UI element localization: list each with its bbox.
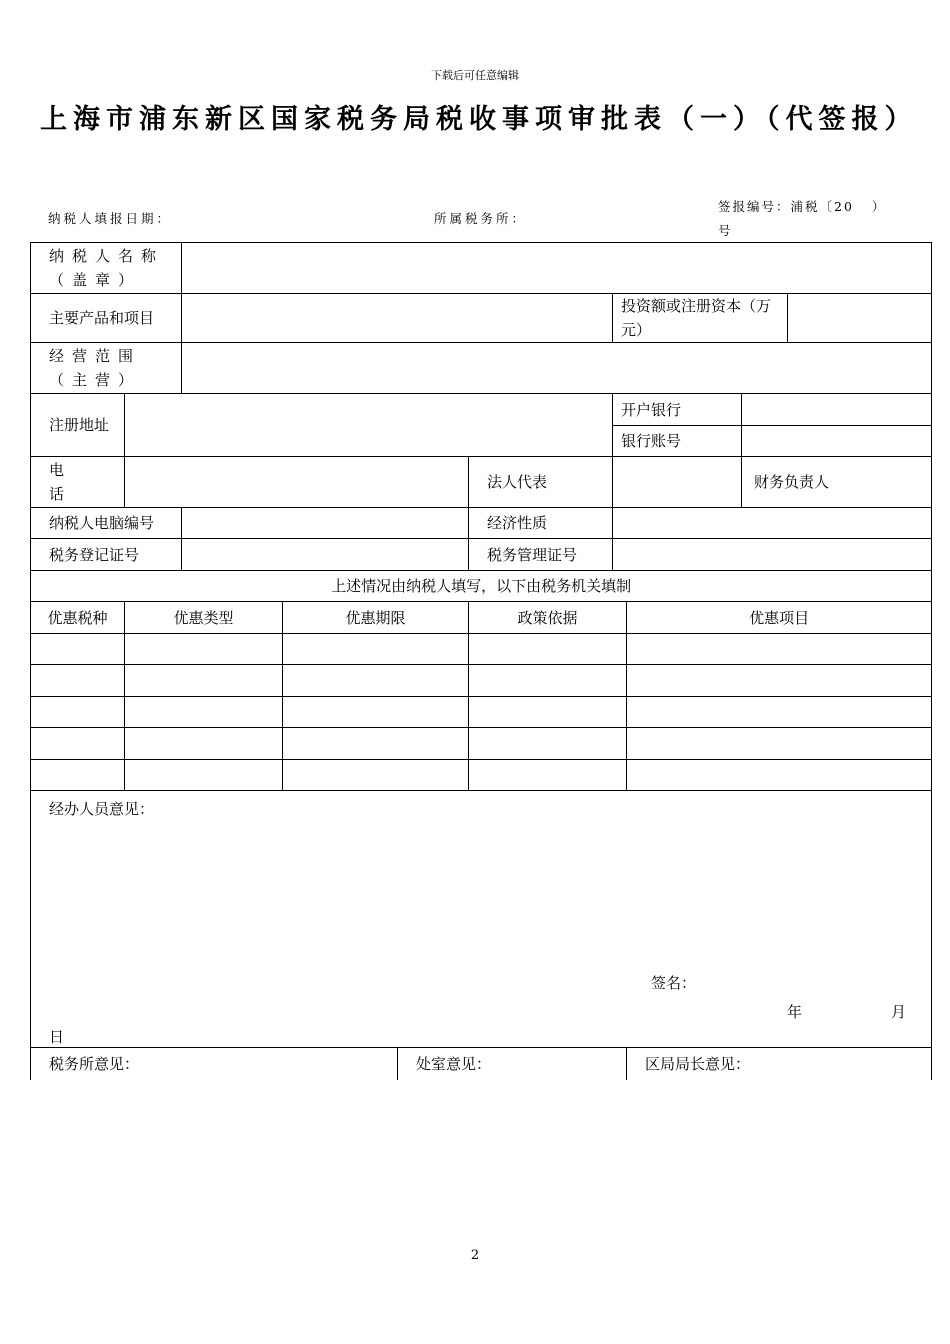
year-label: 年 — [787, 1003, 803, 1021]
row-taxpayer-name — [31, 243, 932, 294]
table-row — [31, 760, 932, 791]
header-pref-item: 优惠项目 — [627, 602, 932, 634]
table-cell[interactable] — [627, 728, 932, 760]
input-computer-no[interactable] — [182, 508, 469, 539]
table-cell[interactable] — [627, 760, 932, 791]
director-opinion[interactable]: 区局局长意见： — [627, 1048, 932, 1080]
tax-office-opinion[interactable]: 税务所意见： — [31, 1048, 398, 1080]
input-account[interactable] — [742, 426, 932, 457]
tax-office-label: 所属税务所： — [434, 211, 528, 226]
table-cell[interactable] — [469, 634, 627, 665]
table-cell[interactable] — [31, 634, 125, 665]
divider-note: 上述情况由纳税人填写，以下由税务机关填制 — [31, 571, 932, 602]
row-handler-opinion — [31, 791, 932, 1048]
input-legal-rep[interactable] — [613, 457, 742, 508]
input-main-products[interactable] — [182, 294, 613, 343]
header-pref-type: 优惠类型 — [125, 602, 283, 634]
fill-date-label: 纳税人填报日期： — [48, 211, 173, 226]
label-phone — [31, 457, 125, 508]
table-cell[interactable] — [31, 728, 125, 760]
input-taxpayer-name[interactable] — [182, 243, 932, 294]
row-divider — [31, 571, 932, 602]
month-label: 月 — [891, 1003, 907, 1021]
approval-form — [30, 242, 932, 1080]
signature-label: 签名： — [651, 974, 697, 992]
table-cell[interactable] — [627, 634, 932, 665]
row-opinions — [31, 1048, 932, 1080]
sign-number-end: 号 — [718, 223, 733, 238]
table-row — [31, 665, 932, 697]
row-address-bank — [31, 394, 932, 426]
input-bank[interactable] — [742, 394, 932, 426]
row-phone — [31, 457, 932, 508]
page-number: 2 — [470, 1248, 480, 1263]
header-policy-basis: 政策依据 — [469, 602, 627, 634]
label-business-scope: 经营范围（主营） — [31, 343, 182, 394]
sign-number — [718, 195, 918, 243]
label-phone-2: 话 — [49, 485, 65, 503]
row-business-scope — [31, 343, 932, 394]
page-title: 上海市浦东新区国家税务局税收事项审批表（一）（代签报） — [40, 104, 918, 135]
table-cell[interactable] — [469, 665, 627, 697]
table-cell[interactable] — [31, 697, 125, 728]
table-cell[interactable] — [31, 665, 125, 697]
header-pref-period: 优惠期限 — [283, 602, 469, 634]
row-tax-reg — [31, 539, 932, 571]
day-label: 日 — [49, 1028, 65, 1046]
label-tax-reg-no: 税务登记证号 — [31, 539, 182, 571]
table-cell[interactable] — [469, 728, 627, 760]
input-reg-address[interactable] — [125, 394, 613, 457]
label-finance-head: 财务负责人 — [742, 457, 932, 508]
input-economic-nature[interactable] — [613, 508, 932, 539]
table-cell[interactable] — [125, 634, 283, 665]
header-note: 下载后可任意编辑 — [431, 69, 519, 82]
label-account: 银行账号 — [613, 426, 742, 457]
table-cell[interactable] — [283, 728, 469, 760]
table-row — [31, 728, 932, 760]
table-cell[interactable] — [283, 634, 469, 665]
sign-number-suffix: ） — [871, 199, 887, 214]
label-investment: 投资额或注册资本（万元） — [613, 294, 788, 343]
header-tax-type: 优惠税种 — [31, 602, 125, 634]
row-computer-no — [31, 508, 932, 539]
table-cell[interactable] — [125, 760, 283, 791]
table-row — [31, 697, 932, 728]
table-row — [31, 634, 932, 665]
label-reg-address: 注册地址 — [31, 394, 125, 457]
table-cell[interactable] — [627, 665, 932, 697]
label-bank: 开户银行 — [613, 394, 742, 426]
table-cell[interactable] — [125, 665, 283, 697]
label-phone-1: 电 — [49, 461, 65, 479]
table-cell[interactable] — [469, 697, 627, 728]
input-tax-mgmt-no[interactable] — [613, 539, 932, 571]
table-cell[interactable] — [31, 760, 125, 791]
preference-header-row — [31, 602, 932, 634]
table-cell[interactable] — [125, 728, 283, 760]
table-cell[interactable] — [283, 665, 469, 697]
table-cell[interactable] — [283, 697, 469, 728]
input-tax-reg-no[interactable] — [182, 539, 469, 571]
label-legal-rep: 法人代表 — [469, 457, 613, 508]
input-investment[interactable] — [788, 294, 932, 343]
division-opinion[interactable]: 处室意见： — [398, 1048, 627, 1080]
table-cell[interactable] — [627, 697, 932, 728]
handler-opinion-label: 经办人员意见： — [49, 800, 155, 818]
input-phone[interactable] — [125, 457, 469, 508]
sign-number-prefix: 签报编号：浦税〔20 — [718, 199, 854, 214]
table-cell[interactable] — [469, 760, 627, 791]
label-computer-no: 纳税人电脑编号 — [31, 508, 182, 539]
input-business-scope[interactable] — [182, 343, 932, 394]
label-economic-nature: 经济性质 — [469, 508, 613, 539]
row-main-products — [31, 294, 932, 343]
label-tax-mgmt-no: 税务管理证号 — [469, 539, 613, 571]
table-cell[interactable] — [125, 697, 283, 728]
handler-opinion-box[interactable] — [31, 791, 932, 1048]
label-main-products: 主要产品和项目 — [31, 294, 182, 343]
label-taxpayer-name: 纳税人名称（盖章） — [31, 243, 182, 294]
table-cell[interactable] — [283, 760, 469, 791]
